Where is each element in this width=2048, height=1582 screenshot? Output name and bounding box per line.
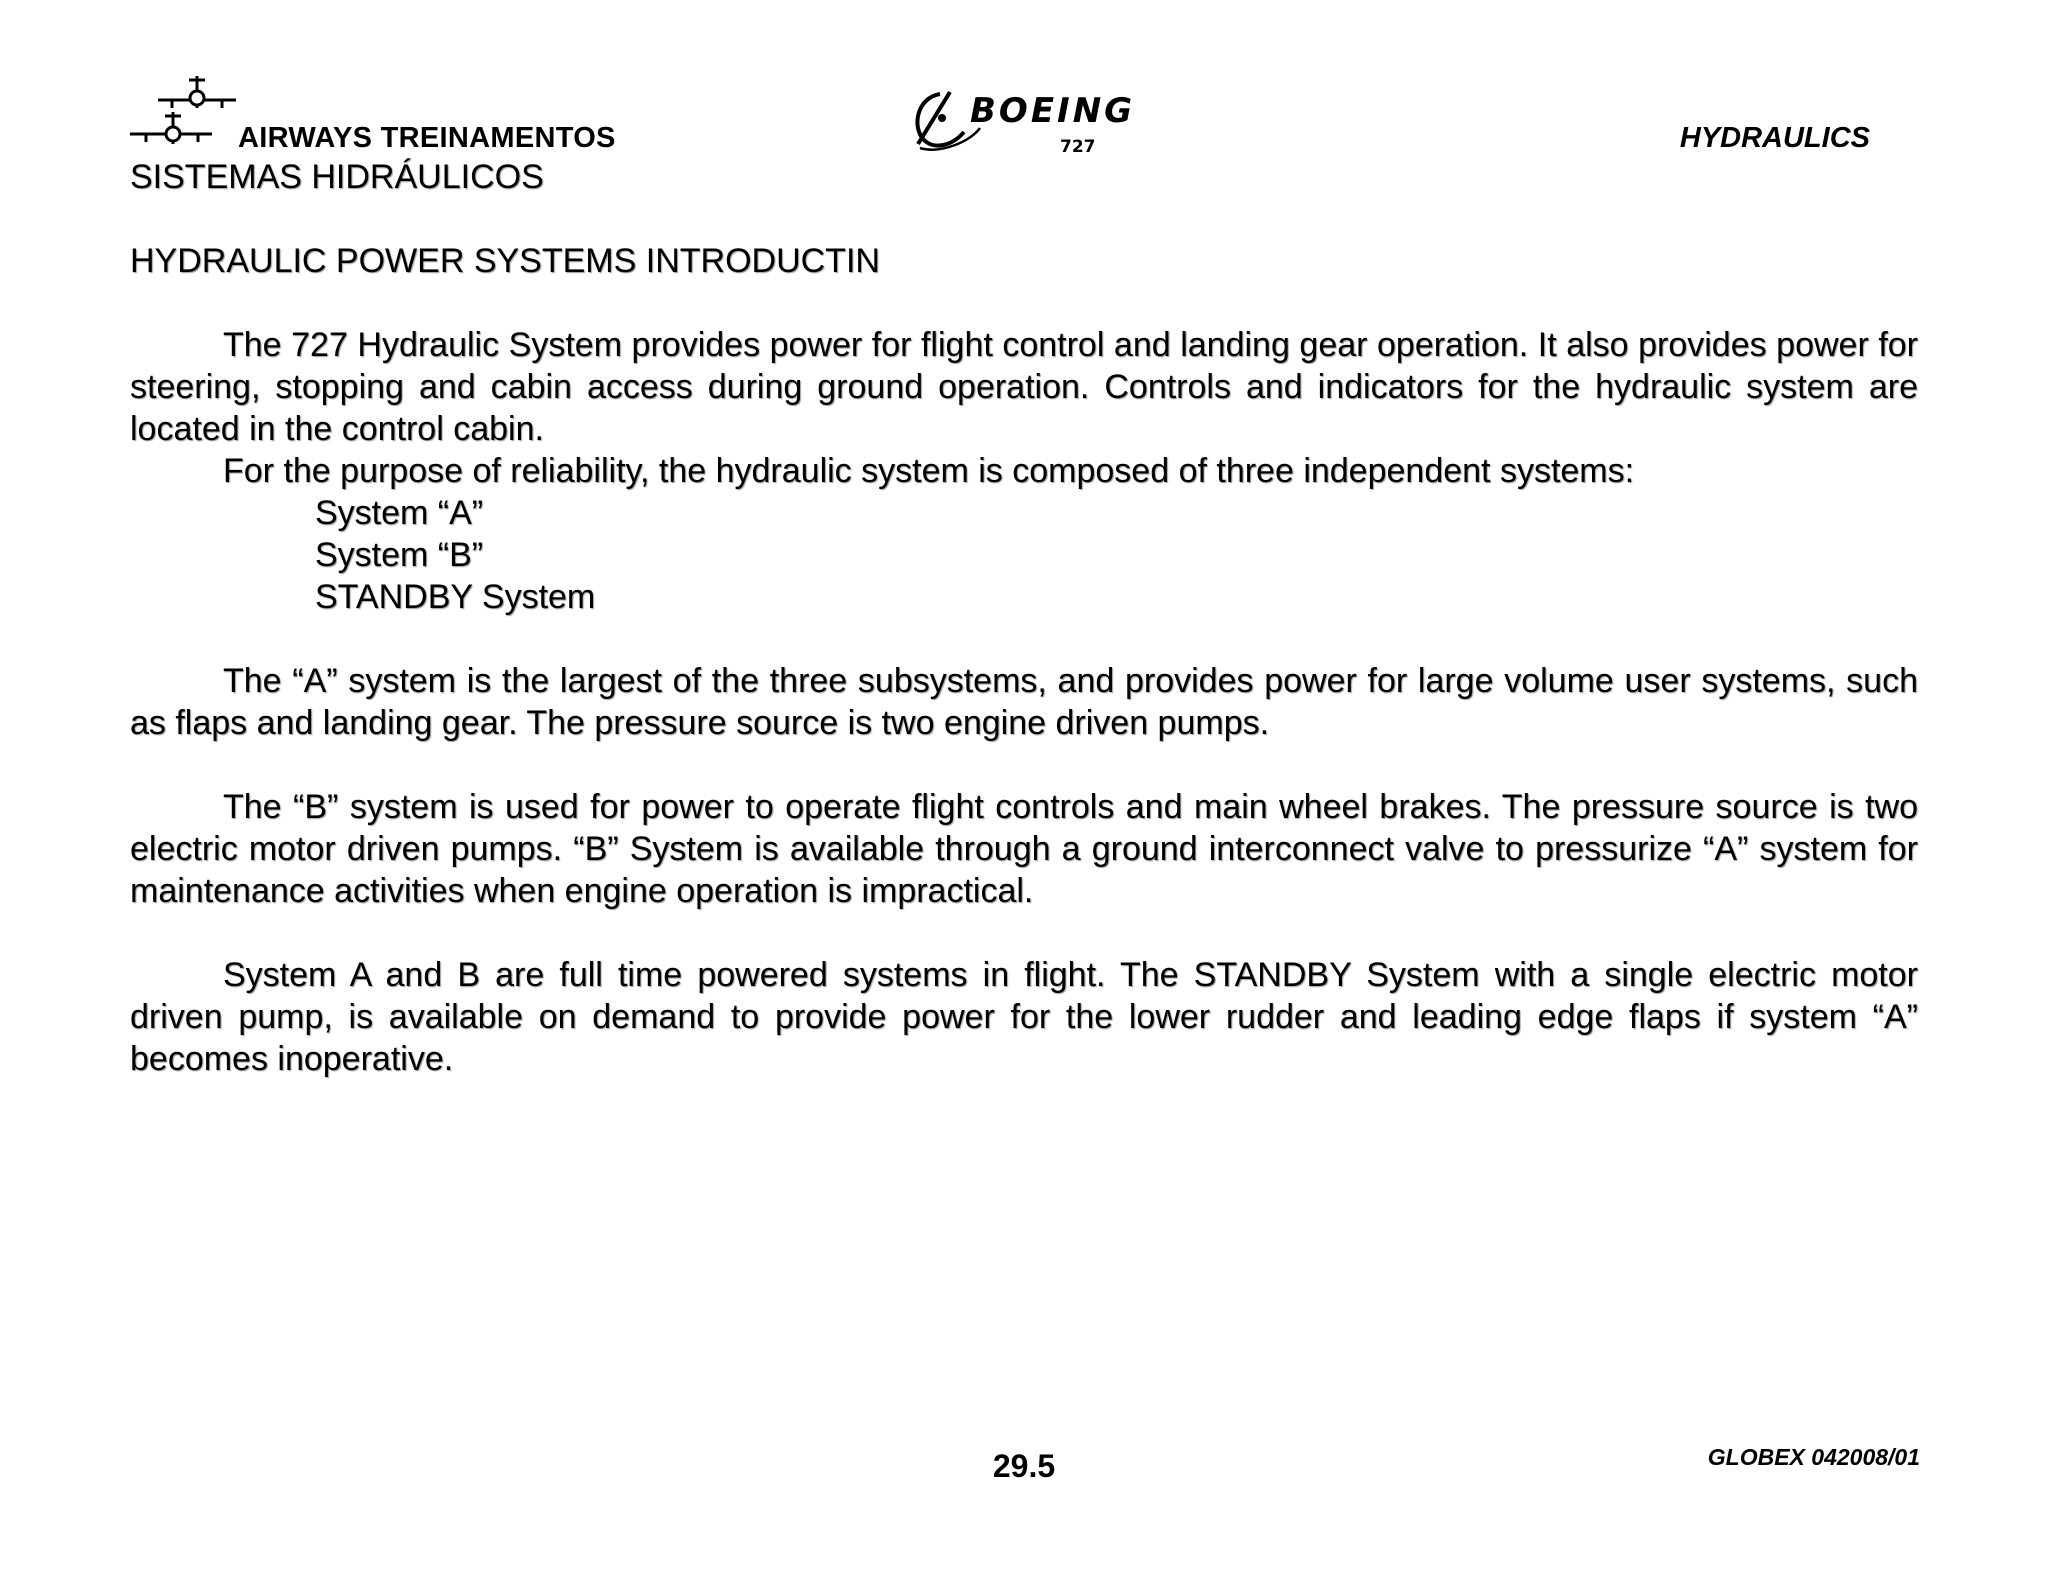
document-reference: GLOBEX 042008/01 <box>1707 1444 1920 1470</box>
paragraph: System A and B are full time powered systems in flight. The STANDBY System with a single electric motor driven pump, is available on demand to provide power for the lower rudder and leading edge flaps if system “A” becomes inoperative. <box>130 956 1918 1078</box>
airways-logo-icon <box>128 72 238 150</box>
section-heading: HYDRAULIC POWER SYSTEMS INTRODUCTIN <box>130 242 880 280</box>
boeing-727-logo <box>910 88 1180 158</box>
page-number: 29.5 <box>992 1448 1056 1484</box>
company-name: AIRWAYS TREINAMENTOS <box>238 122 616 154</box>
system-list-item: STANDBY System <box>315 578 596 616</box>
section-label: HYDRAULICS <box>1679 122 1870 154</box>
paragraph: The 727 Hydraulic System provides power for flight control and landing gear operation. It also provides power for steering, stopping and cabin access during ground operation. Controls and indicators for the hydraulic system are located in the control cabin. <box>130 326 1918 448</box>
paragraph: For the purpose of reliability, the hydraulic system is composed of three independent systems: <box>223 452 1635 490</box>
page-title: SISTEMAS HIDRÁULICOS <box>130 158 544 196</box>
paragraph: The “B” system is used for power to operate flight controls and main wheel brakes. The pressure source is two electric motor driven pumps. “B” System is available through a ground interconnect valve to pressurize “A” system for maintenance activities when engine operation is impractical. <box>130 788 1918 910</box>
boeing-wordmark: BOEING <box>970 91 1136 131</box>
boeing-model: 727 <box>1060 137 1096 157</box>
system-list-item: System “B” <box>315 536 484 574</box>
document-body <box>130 156 1918 1080</box>
paragraph: The “A” system is the largest of the three subsystems, and provides power for large volume user systems, such as flaps and landing gear. The pressure source is two engine driven pumps. <box>130 662 1918 742</box>
system-list-item: System “A” <box>315 494 484 532</box>
